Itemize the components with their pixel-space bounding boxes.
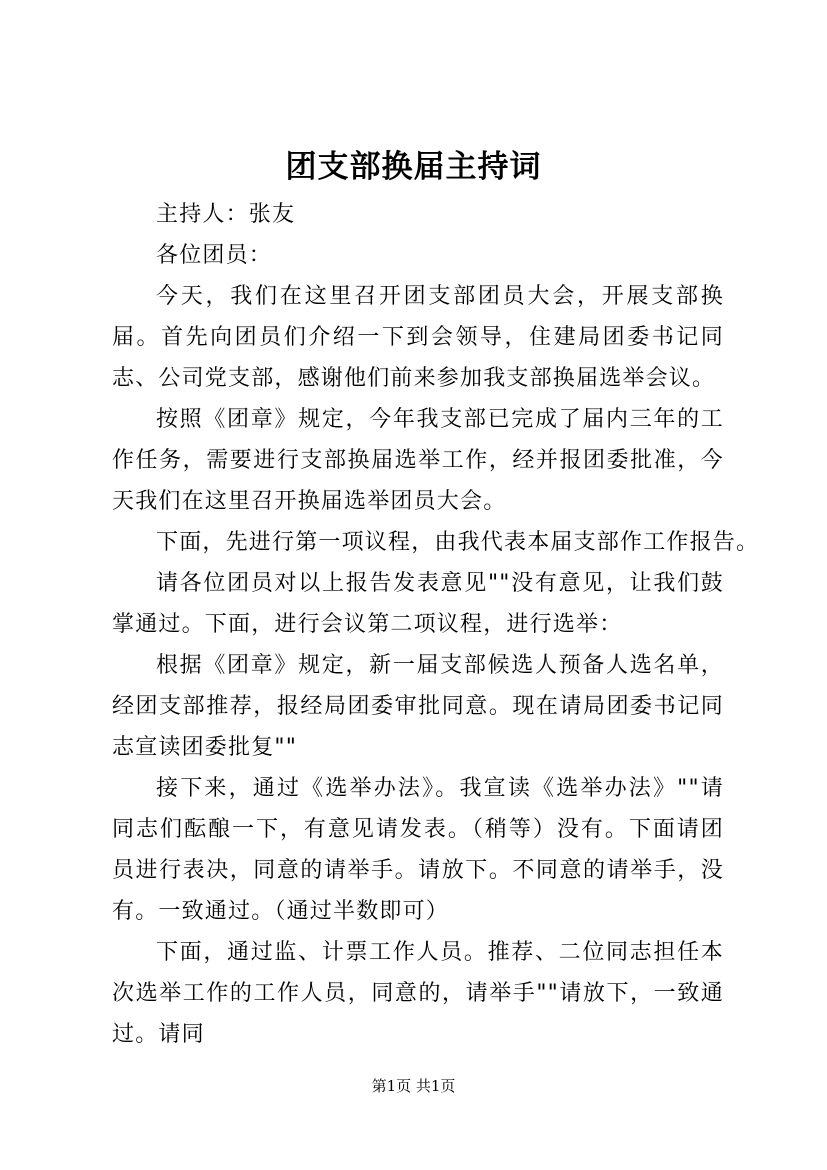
page-footer: 第1页 共1页 <box>371 1077 456 1095</box>
paragraph-regulation: 按照《团章》规定，今年我支部已完成了届内三年的工作任务，需要进行支部换届选举工作，经并报团委批准，今天我们在这里召开换届选举团员大会。 <box>112 407 724 514</box>
host-line: 主持人：张友 <box>156 202 296 227</box>
paragraph-agenda-one: 下面，先进行第一项议程，由我代表本届支部作工作报告。 <box>156 530 760 555</box>
paragraph-opening: 今天，我们在这里召开团支部团员大会，开展支部换届。首先向团员们介绍一下到会领导，住建局团委书记同志、公司党支部，感谢他们前来参加我支部换届选举会议。 <box>112 284 724 391</box>
document-body <box>112 194 760 1055</box>
greeting-line: 各位团员： <box>156 243 273 268</box>
paragraph-tellers: 下面，通过监、计票工作人员。推荐、二位同志担任本次选举工作的工作人员，同意的，请举手""请放下，一致通过。请同 <box>112 940 724 1047</box>
document-title: 团支部换届主持词 <box>285 149 542 185</box>
paragraph-candidates: 根据《团章》规定，新一届支部候选人预备人选名单，经团支部推荐，报经局团委审批同意。现在请局团委书记同志宣读团委批复"" <box>112 653 724 760</box>
paragraph-election-rules: 接下来，通过《选举办法》。我宣读《选举办法》""请同志们酝酿一下，有意见请发表。（稍等）没有。下面请团员进行表决，同意的请举手。请放下。不同意的请举手，没有。一致通过。（通过半数即可） <box>112 776 724 924</box>
paragraph-opinions: 请各位团员对以上报告发表意见""没有意见，让我们鼓掌通过。下面，进行会议第二项议程，进行选举： <box>112 571 724 637</box>
